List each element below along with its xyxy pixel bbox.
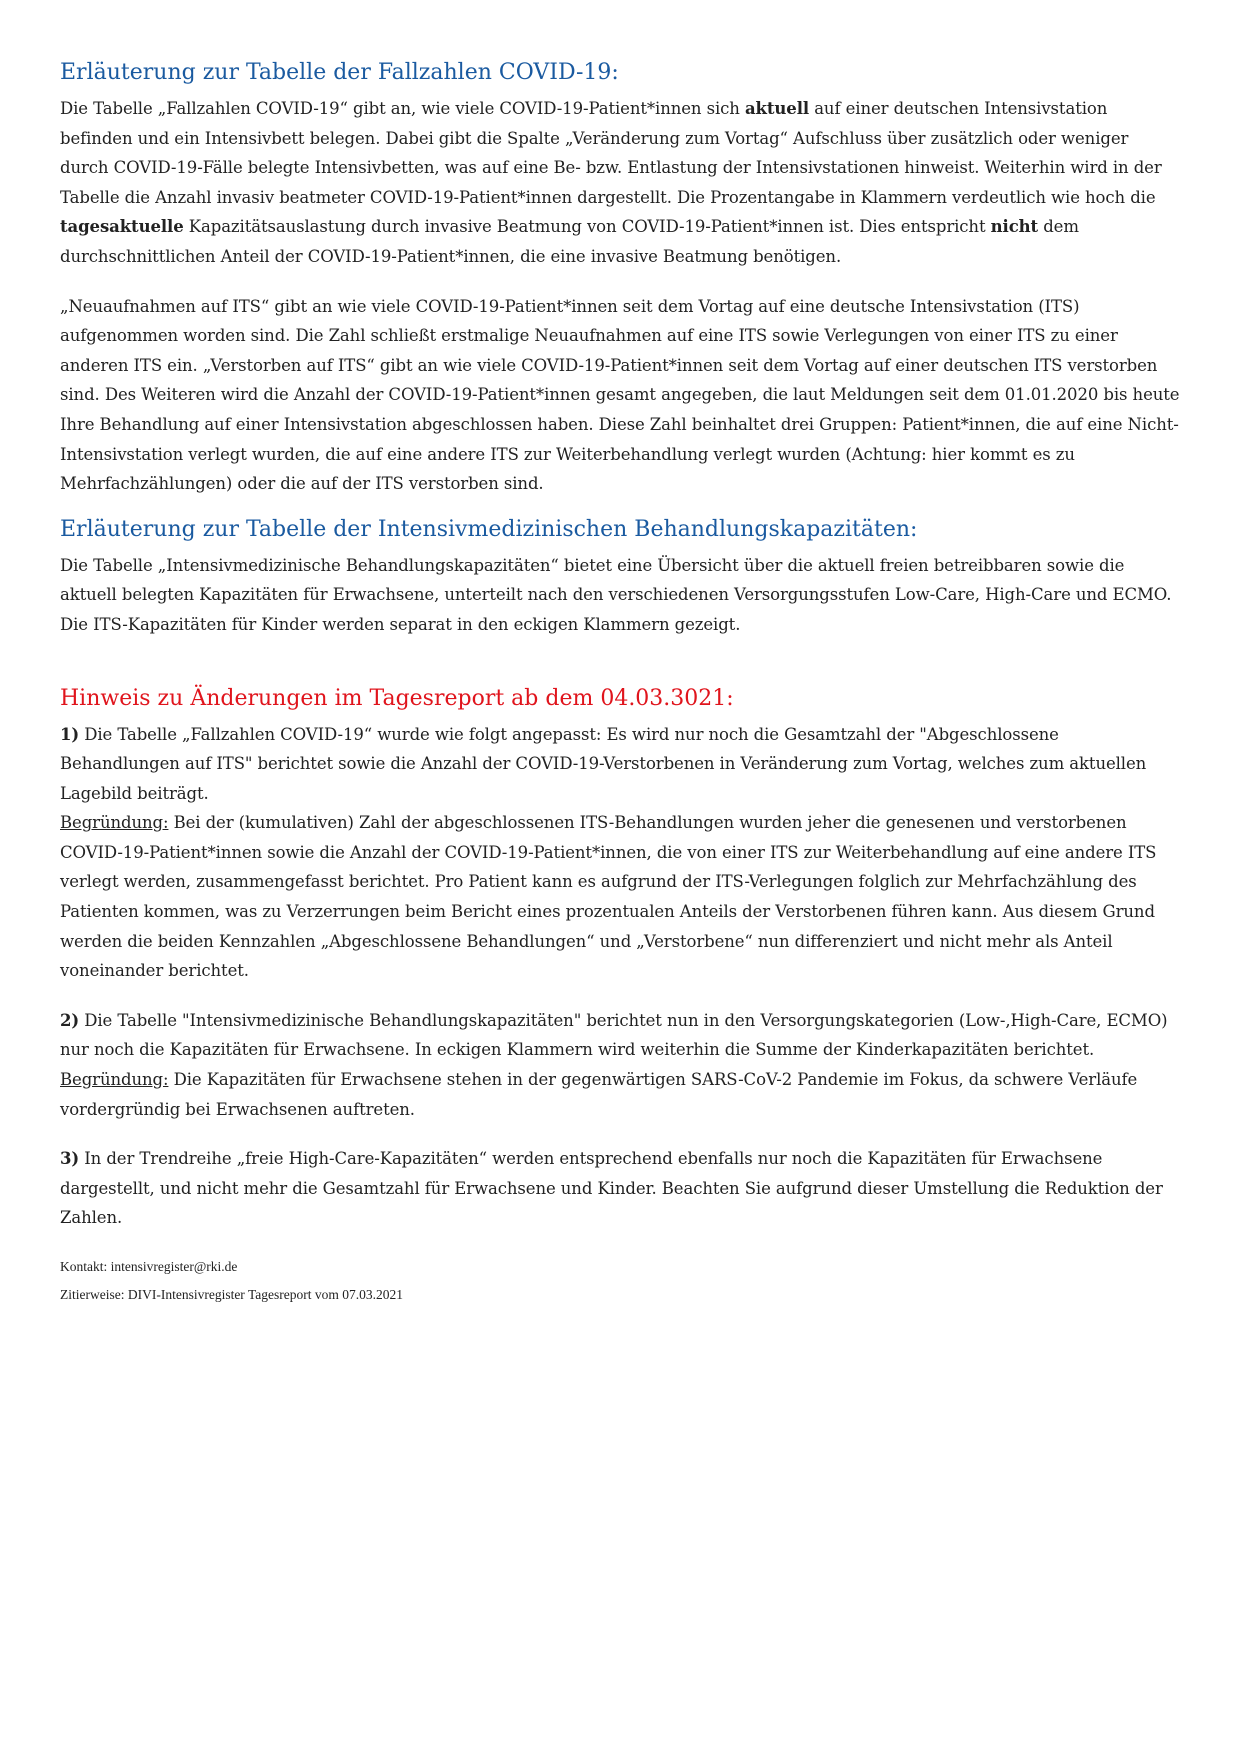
begruendung-label: Begründung: <box>60 813 169 833</box>
paragraph-kapazitaeten: Die Tabelle „Intensivmedizinische Behandlungskapazitäten“ bietet eine Übersicht über die aktuell freien betreibbaren sowie die aktuell belegten Kapazitäten für Erwachsene, unterteilt nach den verschiedenen Versorgungsstufen Low-Care, High-Care und ECMO. Die ITS-Kapazitäten für Kinder werden separat in den eckigen Klammern gezeigt. <box>60 555 1172 634</box>
footer <box>60 1253 1180 1309</box>
begruendung-label: Begründung: <box>60 1070 169 1090</box>
section-title-hinweis: Hinweis zu Änderungen im Tagesreport ab dem 04.03.3021: <box>60 685 734 711</box>
section-title-kapazitaeten: Erläuterung zur Tabelle der Intensivmedizinischen Behandlungskapazitäten: <box>60 516 918 542</box>
citation-line: Zitierweise: DIVI-Intensivregister Tagesreport vom 07.03.2021 <box>60 1287 403 1302</box>
contact-line: Kontakt: intensivregister@rki.de <box>60 1259 238 1274</box>
hinweis-item-2: 2) Die Tabelle "Intensivmedizinische Behandlungskapazitäten" berichtet nun in den Versorgungskategorien (Low-,High-Care, ECMO) nur noch die Kapazitäten für Erwachsene. In eckigen Klammern wird weiterhin die Summe der Kinderkapazitäten berichtet. Begründung: Die Kapazitäten für Erwachsene stehen in der gegenwärtigen SARS-CoV-2 Pandemie im Fokus, da schwere Verläufe vordergründig bei Erwachsenen auftreten. <box>60 1010 1168 1119</box>
hinweis-item-3: 3) In der Trendreihe „freie High-Care-Kapazitäten“ werden entsprechend ebenfalls nur noch die Kapazitäten für Erwachsene dargestellt, und nicht mehr die Gesamtzahl für Erwachsene und Kinder. Beachten Sie aufgrund dieser Umstellung die Reduktion der Zahlen. <box>60 1149 1163 1228</box>
paragraph-fallzahlen-1: Die Tabelle „Fallzahlen COVID-19“ gibt an, wie viele COVID-19-Patient*innen sich aktuell auf einer deutschen Intensivstation befinden und ein Intensivbett belegen. Dabei gibt die Spalte „Veränderung zum Vortag“ Aufschluss über zusätzlich oder weniger durch COVID-19-Fälle belegte Intensivbetten, was auf eine Be- bzw. Entlastung der Intensivstationen hinweist. Weiterhin wird in der Tabelle die Anzahl invasiv beatmeter COVID-19-Patient*innen dargestellt. Die Prozentangabe in Klammern verdeutlich wie hoch die tagesaktuelle Kapazitätsauslastung durch invasive Beatmung von COVID-19-Patient*innen ist. Dies entspricht nicht dem durchschnittlichen Anteil der COVID-19-Patient*innen, die eine invasive Beatmung benötigen. <box>60 99 1162 266</box>
paragraph-fallzahlen-2: „Neuaufnahmen auf ITS“ gibt an wie viele COVID-19-Patient*innen seit dem Vortag auf eine deutsche Intensivstation (ITS) aufgenommen worden sind. Die Zahl schließt erstmalige Neuaufnahmen auf eine ITS sowie Verlegungen von einer ITS zu einer anderen ITS ein. „Verstorben auf ITS“ gibt an wie viele COVID-19-Patient*innen seit dem Vortag auf einer deutschen ITS verstorben sind. Des Weiteren wird die Anzahl der COVID-19-Patient*innen gesamt angegeben, die laut Meldungen seit dem 01.01.2020 bis heute Ihre Behandlung auf einer Intensivstation abgeschlossen haben. Diese Zahl beinhaltet drei Gruppen: Patient*innen, die auf eine Nicht-Intensivstation verlegt wurden, die auf eine andere ITS zur Weiterbehandlung verlegt wurden (Achtung: hier kommt es zu Mehrfachzählungen) oder die auf der ITS verstorben sind. <box>60 296 1180 494</box>
hinweis-item-1: 1) Die Tabelle „Fallzahlen COVID-19“ wurde wie folgt angepasst: Es wird nur noch die Gesamtzahl der "Abgeschlossene Behandlungen auf ITS" berichtet sowie die Anzahl der COVID-19-Verstorbenen in Veränderung zum Vortag, welches zum aktuellen Lagebild beiträgt. Begründung: Bei der (kumulativen) Zahl der abgeschlossenen ITS-Behandlungen wurden jeher die genesenen und verstorbenen COVID-19-Patient*innen sowie die Anzahl der COVID-19-Patient*innen, die von einer ITS zur Weiterbehandlung auf eine andere ITS verlegt werden, zusammengefasst berichtet. Pro Patient kann es aufgrund der ITS-Verlegungen folglich zur Mehrfachzählung des Patienten kommen, was zu Verzerrungen beim Bericht eines prozentualen Anteils der Verstorbenen führen kann. Aus diesem Grund werden die beiden Kennzahlen „Abgeschlossene Behandlungen“ und „Verstorbene“ nun differenziert und nicht mehr als Anteil voneinander berichtet. <box>60 724 1157 981</box>
section-title-fallzahlen: Erläuterung zur Tabelle der Fallzahlen COVID-19: <box>60 60 619 85</box>
